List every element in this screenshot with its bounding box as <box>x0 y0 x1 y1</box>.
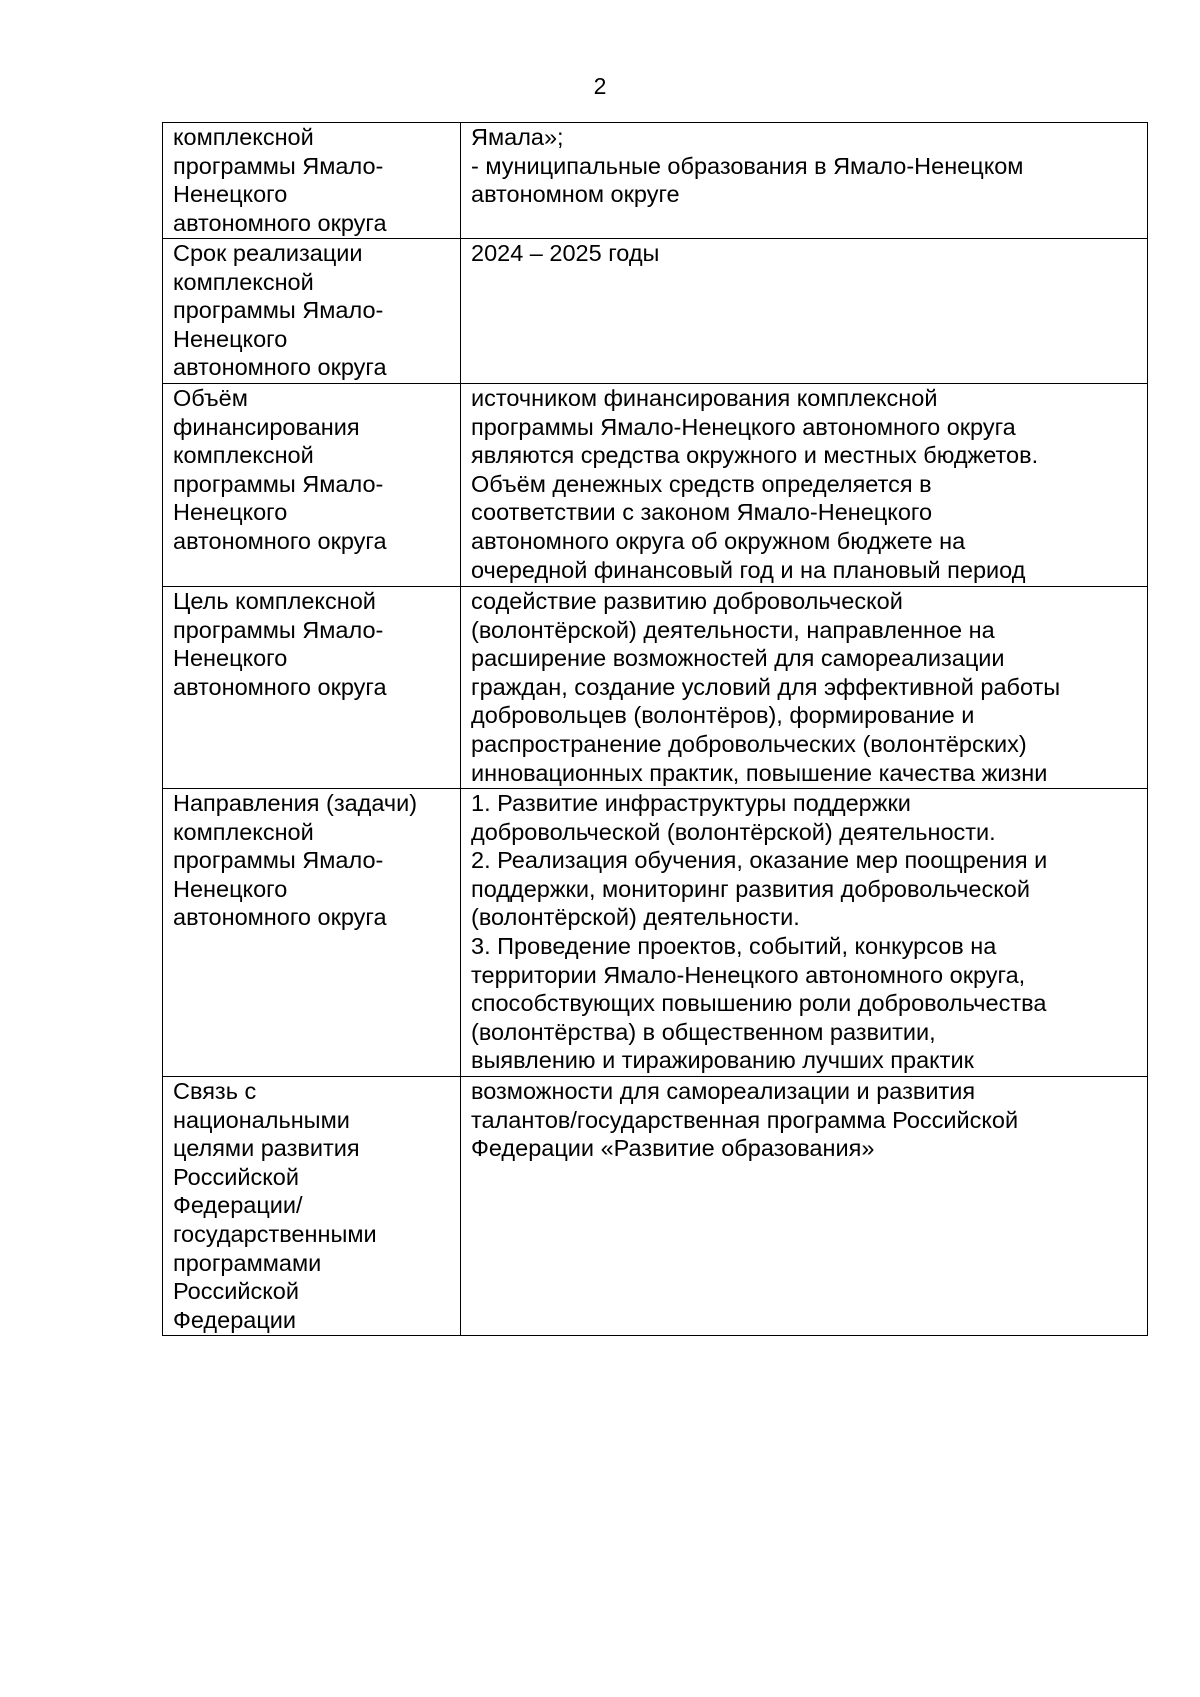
program-passport-table <box>162 122 1148 1336</box>
table-row <box>163 587 1148 789</box>
table-row <box>163 384 1148 587</box>
row-label: Цель комплексной программы Ямало- Ненецкого автономного округа <box>163 587 461 789</box>
row-value: 2024 – 2025 годы <box>461 239 1148 384</box>
row-value: возможности для самореализации и развития талантов/государственная программа Российской Федерации «Развитие образования» <box>461 1077 1148 1336</box>
row-value: содействие развитию добровольческой (волонтёрской) деятельности, направленное на расширение возможностей для самореализации граждан, создание условий для эффективной работы добровольцев (волонтёров), формирование и распространение добровольческих (волонтёрских) инновационных практик, повышение качества жизни <box>461 587 1148 789</box>
row-value: 1. Развитие инфраструктуры поддержки добровольческой (волонтёрской) деятельности. 2. Реализация обучения, оказание мер поощрения и поддержки, мониторинг развития добровольческой (волонтёрской) деятельности. 3. Проведение проектов, событий, конкурсов на территории Ямало-Ненецкого автономного округа, способствующих повышению роли добровольчества (волонтёрства) в общественном развитии, выявлению и тиражированию лучших практик <box>461 789 1148 1077</box>
table-row <box>163 239 1148 384</box>
row-label: комплексной программы Ямало- Ненецкого автономного округа <box>163 123 461 239</box>
table-row <box>163 789 1148 1077</box>
row-value: Ямала»; - муниципальные образования в Ямало-Ненецком автономном округе <box>461 123 1148 239</box>
row-label: Направления (задачи) комплексной программы Ямало- Ненецкого автономного округа <box>163 789 461 1077</box>
table-row <box>163 123 1148 239</box>
row-label: Срок реализации комплексной программы Ямало- Ненецкого автономного округа <box>163 239 461 384</box>
row-label: Связь с национальными целями развития Российской Федерации/ государственными программами Российской Федерации <box>163 1077 461 1336</box>
table-row <box>163 1077 1148 1336</box>
row-label: Объём финансирования комплексной программы Ямало- Ненецкого автономного округа <box>163 384 461 587</box>
row-value: источником финансирования комплексной программы Ямало-Ненецкого автономного округа являются средства окружного и местных бюджетов. Объём денежных средств определяется в соответствии с законом Ямало-Ненецкого автономного округа об окружном бюджете на очередной финансовый год и на плановый период <box>461 384 1148 587</box>
page-number: 2 <box>593 73 607 99</box>
